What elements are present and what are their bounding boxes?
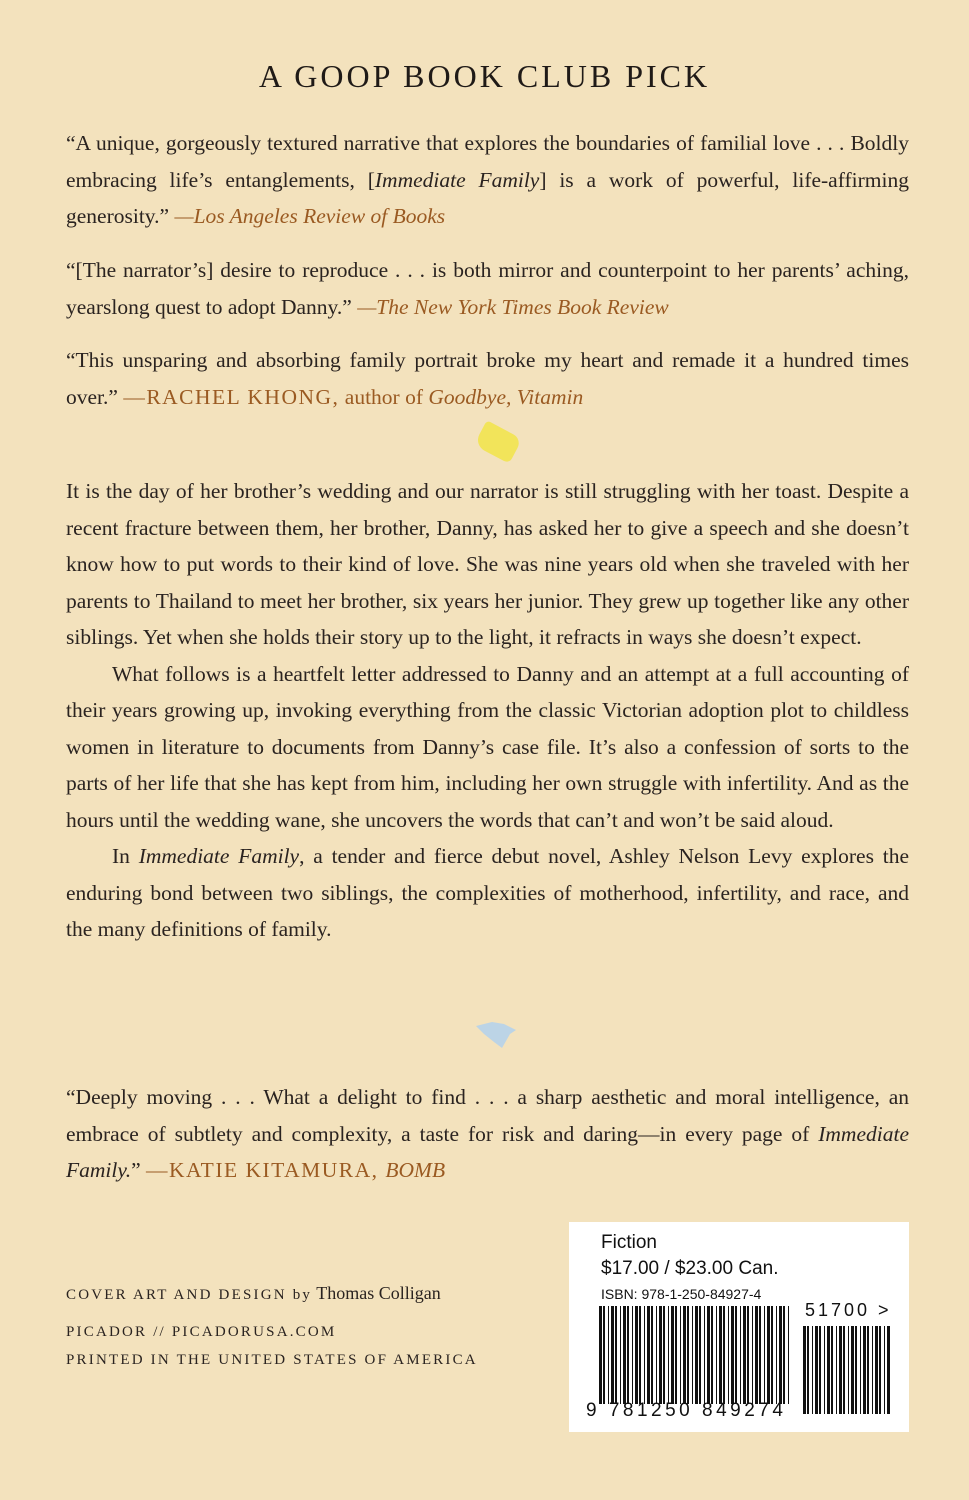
- barcode-bar: [651, 1306, 653, 1404]
- quote-2-attribution: —The New York Times Book Review: [357, 294, 669, 319]
- barcode-isbn: ISBN: 978-1-250-84927-4: [601, 1286, 762, 1302]
- barcode-bar: [639, 1306, 641, 1404]
- printed-in-credit: PRINTED IN THE UNITED STATES OF AMERICA: [66, 1352, 478, 1368]
- barcode-bar: [644, 1306, 645, 1404]
- yellow-paint-swatch: [474, 420, 522, 464]
- barcode-bar: [812, 1326, 813, 1414]
- barcode-genre: Fiction: [601, 1232, 657, 1253]
- quote-3-attribution-rest: author of: [339, 384, 429, 409]
- description-p3-rest: , a tender and fierce debut novel, Ashley Nelson Levy explores the enduring bond between two siblings, the complexities of motherhood, infertility, and race, and the many definitions of family.: [66, 844, 909, 941]
- barcode-bar: [671, 1306, 674, 1404]
- barcode-bar: [632, 1306, 633, 1404]
- publisher-credit: PICADOR // PICADORUSA.COM: [66, 1324, 337, 1340]
- description-p3-title: Immediate Family: [138, 844, 300, 868]
- review-quote-2: [66, 252, 909, 325]
- barcode-bar: [719, 1306, 722, 1404]
- headline: A GOOP BOOK CLUB PICK: [258, 58, 711, 94]
- review-quote-3: [66, 342, 909, 415]
- quote-4-title: Immediate Family.: [66, 1121, 909, 1182]
- barcode-bar: [675, 1306, 677, 1404]
- quote-4-attribution-name: —KATIE KITAMURA,: [146, 1158, 386, 1182]
- barcode-bar: [699, 1306, 701, 1404]
- barcode-bar: [755, 1306, 758, 1404]
- barcode-bar: [807, 1326, 809, 1414]
- barcode-bar: [603, 1306, 605, 1404]
- barcode-bar: [855, 1326, 857, 1414]
- cover-credit-label: COVER ART AND DESIGN by: [66, 1287, 313, 1303]
- barcode-bar: [803, 1326, 806, 1414]
- barcode-bar: [831, 1326, 833, 1414]
- barcode-bar: [723, 1306, 725, 1404]
- barcode-bar: [884, 1326, 885, 1414]
- barcode-bar: [731, 1306, 734, 1404]
- barcode-bar: [735, 1306, 737, 1404]
- barcode-bar: [815, 1326, 818, 1414]
- barcode-bar: [692, 1306, 693, 1404]
- barcode-bar: [788, 1306, 789, 1404]
- barcode-bar: [824, 1326, 825, 1414]
- barcode-bar: [647, 1306, 650, 1404]
- barcode-bar: [680, 1306, 681, 1404]
- quote-4-attribution-source: BOMB: [385, 1158, 446, 1182]
- barcode-bar: [752, 1306, 753, 1404]
- barcode-bar: [887, 1326, 890, 1414]
- cover-credit: [66, 1283, 441, 1304]
- barcode-bar: [743, 1306, 746, 1404]
- blue-paint-swatch: [474, 1020, 518, 1050]
- description-paragraph-1: It is the day of her brother’s wedding and our narrator is still struggling with her toast. Despite a recent fracture between them, her brother, Danny, has asked her to give a speech and she doesn’t know how to put words to their kind of love. She was nine years old when she traveled with her parents to Thailand to meet her brother, six years her junior. They grew up together like any other siblings. Yet when she holds their story up to the light, it refracts in ways she doesn’t expect.: [66, 479, 909, 649]
- barcode-bar: [663, 1306, 665, 1404]
- barcode-bar: [779, 1306, 782, 1404]
- barcode-bar: [635, 1306, 638, 1404]
- barcode-bar: [695, 1306, 698, 1404]
- description-p3-start: In: [112, 844, 139, 868]
- review-quote-1: [66, 125, 909, 235]
- barcode-bar: [707, 1306, 710, 1404]
- barcode-bar: [851, 1326, 854, 1414]
- barcode-bar: [879, 1326, 881, 1414]
- book-description: [66, 473, 909, 948]
- quote-1-part1: “A unique, gorgeously textured narrative that explores the boundaries of familial love . . . Boldly embracing life’s entanglements, [: [66, 131, 909, 192]
- barcode-bar: [716, 1306, 717, 1404]
- barcode-bar: [608, 1306, 609, 1404]
- barcode-bar: [767, 1306, 770, 1404]
- quote-3-text: “This unsparing and absorbing family portrait broke my heart and remade it a hundred times over.”: [66, 348, 909, 409]
- description-paragraph-3: [66, 838, 909, 948]
- barcode-bar: [827, 1326, 830, 1414]
- barcode-addon-digits: 51700 >: [805, 1300, 892, 1320]
- barcode-bar: [848, 1326, 849, 1414]
- quote-4-part2: ”: [131, 1158, 147, 1182]
- barcode-bar: [623, 1306, 626, 1404]
- barcode-price: $17.00 / $23.00 Can.: [601, 1258, 779, 1279]
- barcode-bar: [860, 1326, 861, 1414]
- barcode-bar: [687, 1306, 689, 1404]
- barcode-bar: [728, 1306, 729, 1404]
- barcode-bar: [668, 1306, 669, 1404]
- barcode-bar: [867, 1326, 869, 1414]
- barcode-bar: [683, 1306, 686, 1404]
- cover-credit-name: Thomas Colligan: [312, 1283, 441, 1303]
- quote-4-part1: “Deeply moving . . . What a delight to find . . . a sharp aesthetic and moral intelligence, an embrace of subtlety and complexity, a taste for risk and daring—in every page of: [66, 1085, 909, 1146]
- barcode-bar: [627, 1306, 629, 1404]
- quote-1-attribution: —Los Angeles Review of Books: [174, 204, 446, 228]
- barcode-bar: [836, 1326, 837, 1414]
- barcode-bar: [620, 1306, 621, 1404]
- barcode-bar: [759, 1306, 761, 1404]
- barcode-bar: [764, 1306, 765, 1404]
- quote-1-part2: ] is a work of powerful, life-affirming generosity.”: [66, 167, 909, 228]
- barcode-bar: [872, 1326, 873, 1414]
- barcode-bar: [711, 1306, 713, 1404]
- barcode-bar: [747, 1306, 749, 1404]
- barcode-bar: [704, 1306, 705, 1404]
- barcode-bar: [599, 1306, 602, 1404]
- barcode-bar: [615, 1306, 617, 1404]
- quote-1-title: Immediate Family: [374, 167, 540, 192]
- barcode-bar: [819, 1326, 821, 1414]
- barcode-bar: [611, 1306, 614, 1404]
- review-quote-4: [66, 1079, 909, 1189]
- barcode-bar: [776, 1306, 777, 1404]
- barcode-label: [569, 1222, 909, 1432]
- barcode-bar: [656, 1306, 657, 1404]
- description-paragraph-2: What follows is a heartfelt letter addressed to Danny and an attempt at a full accounting of their years growing up, invoking everything from the classic Victorian adoption plot to childless women in literature to documents from Danny’s case file. It’s also a confession of sorts to the parts of her life that she has kept from him, including her own struggle with infertility. And as the hours until the wedding wane, she uncovers the words that can’t and won’t be said aloud.: [66, 661, 909, 832]
- barcode-bar: [740, 1306, 741, 1404]
- barcode-bar: [783, 1306, 785, 1404]
- barcode-bar: [843, 1326, 845, 1414]
- barcode-bar: [863, 1326, 866, 1414]
- barcode-bar: [839, 1326, 842, 1414]
- barcode-human-readable: 9 781250 849274: [586, 1400, 787, 1421]
- quote-3-attribution-title: Goodbye, Vitamin: [428, 384, 584, 409]
- quote-3-attribution-name: —RACHEL KHONG,: [123, 384, 340, 409]
- barcode-bar: [771, 1306, 773, 1404]
- quote-2-text: “[The narrator’s] desire to reproduce . . . is both mirror and counterpoint to her parents’ aching, yearslong quest to adopt Danny.”: [66, 258, 909, 319]
- barcode-bar: [659, 1306, 662, 1404]
- barcode-bar: [875, 1326, 878, 1414]
